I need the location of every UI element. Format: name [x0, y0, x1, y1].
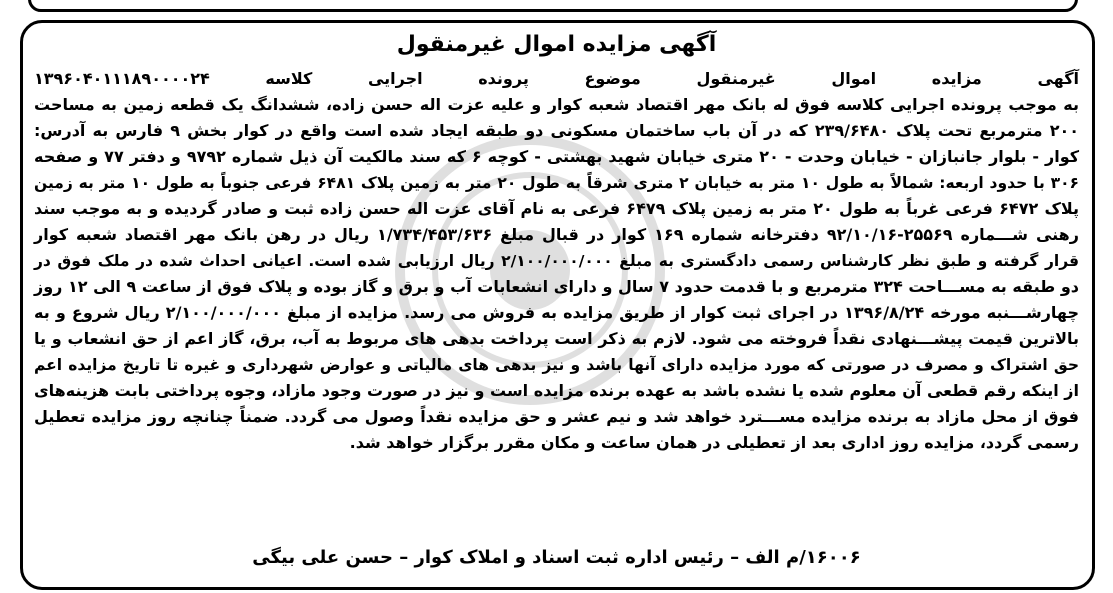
top-border-frame [28, 0, 1078, 12]
notice-line: ۲۰۰ مترمربع تحت پلاک ۲۳۹/۶۴۸۰ که در آن باب ساختمان مسکونی دو طبقه ایجاد شده است واقع در کوار بخش ۹ فارس به آدرس: [34, 121, 1080, 140]
notice-body [34, 66, 1079, 456]
notice-line: به موجب پرونده اجرایی کلاسه فوق له بانک مهر اقتصاد شعبه کوار و علیه عزت اله حسن زاده، ششدانگ یک قطعه زمین به مساحت [34, 95, 1079, 114]
notice-title: آگهی مزایده اموال غیرمنقول [396, 32, 717, 57]
notice-line: کوار - بلوار جانبازان - خیابان وحدت - ۲۰ متری خیابان شهید بهشتی - کوچه ۶ که سند مالکیت آن ذیل شماره ۹۷۹۲ و دفتر ۷۷ و صفحه [34, 147, 1080, 166]
notice-line: رسمی گردد، مزایده روز اداری بعد از تعطیلی در همان ساعت و مکان مقرر برگزار خواهد شد. [349, 433, 1079, 452]
notice-signature: ۱۶۰۰۶/م الف – رئیس اداره ثبت اسناد و املاک کوار – حسن علی بیگی [252, 547, 861, 568]
notice-line: پلاک ۶۴۷۲ فرعی غرباً به طول ۲۰ متر به زمین پلاک ۶۴۷۹ فرعی به نام آقای عزت اله حسن زاده ثبت و صادر گردیده و به موجب سند [34, 199, 1080, 218]
notice-line: بالاترین قیمت پیشـــنهادی نقداً فروخته می شود. لازم به ذکر است پرداخت بدهی های مربوط به آب، برق، گاز اعم از حق انشعاب و یا [34, 329, 1079, 348]
notice-line: ۳۰۶ با حدود اربعه: شمالاً به طول ۱۰ متر به خیابان ۲ متری شرقاً به طول ۲۰ متر به زمین پلاک ۶۴۸۱ فرعی جنوباً به طول ۱۰ متر به زمین [34, 174, 1080, 192]
notice-line: آگهی مزایده اموال غیرمنقول موضوع پرونده اجرایی کلاسه ۱۳۹۶۰۴۰۱۱۱۸۹۰۰۰۰۲۴ [34, 69, 1079, 88]
notice-line: حق اشتراک و مصرف در صورتی که مورد مزایده دارای آنها باشد و نیز بدهی های مالیاتی و عوارض شهرداری و غیره تا تاریخ مزایده اعم [34, 356, 1079, 374]
notice-line: از اینکه رقم قطعی آن معلوم شده یا نشده باشد به عهده برنده مزایده است و نیز در صورت وجود مازاد، وجوه پرداختی بابت هزینه‌های [34, 381, 1079, 400]
notice-line: فوق از محل مازاد به برنده مزایده مســـترد خواهد شد و نیم عشر و حق مزایده نقداً وصول می گردد. ضمناً چنانچه روز مزایده تعطیل [34, 407, 1079, 426]
notice-line: چهارشـــنبه مورخه ۱۳۹۶/۸/۲۴ در اجرای ثبت کوار از طریق مزایده به فروش می رسد. مزایده از مبلغ ۲/۱۰۰/۰۰۰/۰۰۰ ریال شروع و به [34, 303, 1080, 322]
notice-line: دو طبقه به مســـاحت ۳۲۴ مترمربع و با قدمت حدود ۷ سال و دارای انشعابات آب و برق و گاز بوده و پلاک فوق از ساعت ۹ الی ۱۲ روز [34, 277, 1080, 296]
notice-line: قرار گرفته و طبق نظر کارشناس رسمی دادگستری به مبلغ ۲/۱۰۰/۰۰۰/۰۰۰ ریال ارزیابی شده است. اعیانی احداث شده در ملک فوق در [34, 252, 1079, 270]
notice-line: رهنی شـــماره ۲۵۵۶۹-۹۲/۱۰/۱۶ دفترخانه شماره ۱۶۹ کوار در قبال مبلغ ۱/۷۳۴/۴۵۳/۶۳۶ ریال در رهن بانک مهر اقتصاد شعبه کوار [34, 225, 1079, 244]
